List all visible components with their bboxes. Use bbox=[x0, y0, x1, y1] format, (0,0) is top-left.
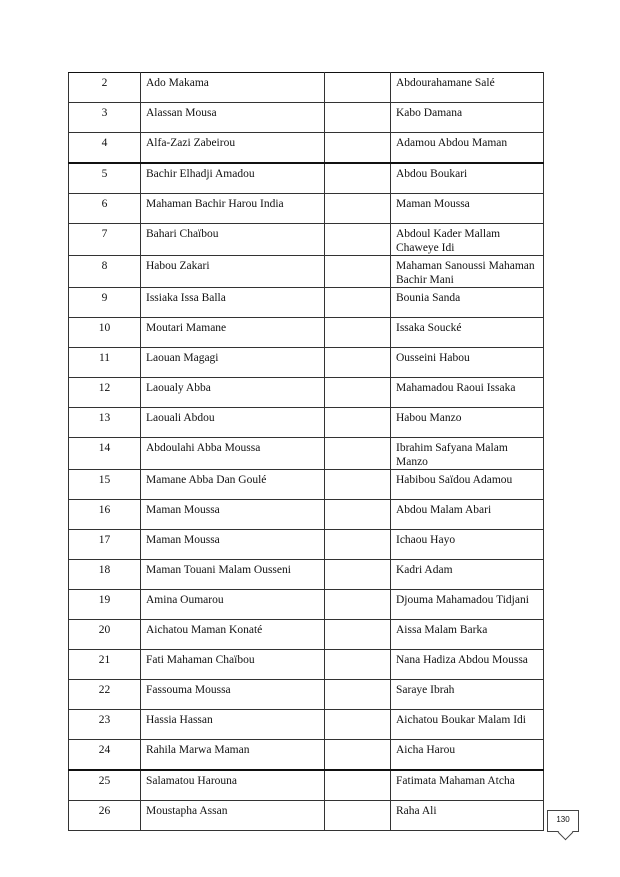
blank-cell bbox=[325, 288, 391, 318]
blank-cell bbox=[325, 470, 391, 500]
blank-cell bbox=[325, 801, 391, 831]
roster-table bbox=[68, 72, 544, 831]
table-row bbox=[69, 770, 544, 801]
counterpart-name-cell: Aichatou Boukar Malam Idi bbox=[391, 710, 544, 740]
counterpart-name-cell: Fatimata Mahaman Atcha bbox=[391, 770, 544, 801]
table-row bbox=[69, 224, 544, 256]
name-cell: Laouan Magagi bbox=[141, 348, 325, 378]
table-row bbox=[69, 560, 544, 590]
blank-cell bbox=[325, 770, 391, 801]
table-row bbox=[69, 73, 544, 103]
table-row bbox=[69, 740, 544, 771]
row-number-cell: 26 bbox=[69, 801, 141, 831]
name-cell: Alassan Mousa bbox=[141, 103, 325, 133]
row-number-cell: 11 bbox=[69, 348, 141, 378]
counterpart-name-cell: Mahaman Sanoussi Mahaman Bachir Mani bbox=[391, 256, 544, 288]
counterpart-name-cell: Ousseini Habou bbox=[391, 348, 544, 378]
name-cell: Issiaka Issa Balla bbox=[141, 288, 325, 318]
row-number-cell: 15 bbox=[69, 470, 141, 500]
counterpart-name-cell: Mahamadou Raoui Issaka bbox=[391, 378, 544, 408]
counterpart-name-cell: Habou Manzo bbox=[391, 408, 544, 438]
row-number-cell: 5 bbox=[69, 163, 141, 194]
name-cell: Fati Mahaman Chaïbou bbox=[141, 650, 325, 680]
blank-cell bbox=[325, 224, 391, 256]
name-cell: Fassouma Moussa bbox=[141, 680, 325, 710]
name-cell: Maman Moussa bbox=[141, 500, 325, 530]
counterpart-name-cell: Abdou Malam Abari bbox=[391, 500, 544, 530]
blank-cell bbox=[325, 256, 391, 288]
name-cell: Laoualy Abba bbox=[141, 378, 325, 408]
blank-cell bbox=[325, 163, 391, 194]
table-row bbox=[69, 408, 544, 438]
blank-cell bbox=[325, 560, 391, 590]
name-cell: Maman Touani Malam Ousseni bbox=[141, 560, 325, 590]
roster-body bbox=[69, 73, 544, 831]
blank-cell bbox=[325, 133, 391, 164]
counterpart-name-cell: Kadri Adam bbox=[391, 560, 544, 590]
counterpart-name-cell: Adamou Abdou Maman bbox=[391, 133, 544, 164]
row-number-cell: 13 bbox=[69, 408, 141, 438]
counterpart-name-cell: Nana Hadiza Abdou Moussa bbox=[391, 650, 544, 680]
name-cell: Moustapha Assan bbox=[141, 801, 325, 831]
row-number-cell: 8 bbox=[69, 256, 141, 288]
row-number-cell: 4 bbox=[69, 133, 141, 164]
name-cell: Bachir Elhadji Amadou bbox=[141, 163, 325, 194]
row-number-cell: 17 bbox=[69, 530, 141, 560]
counterpart-name-cell: Aissa Malam Barka bbox=[391, 620, 544, 650]
row-number-cell: 3 bbox=[69, 103, 141, 133]
name-cell: Moutari Mamane bbox=[141, 318, 325, 348]
name-cell: Alfa-Zazi Zabeirou bbox=[141, 133, 325, 164]
blank-cell bbox=[325, 530, 391, 560]
table-row bbox=[69, 438, 544, 470]
row-number-cell: 7 bbox=[69, 224, 141, 256]
counterpart-name-cell: Ibrahim Safyana Malam Manzo bbox=[391, 438, 544, 470]
counterpart-name-cell: Ichaou Hayo bbox=[391, 530, 544, 560]
page-number-tab bbox=[547, 810, 579, 832]
table-row bbox=[69, 650, 544, 680]
row-number-cell: 21 bbox=[69, 650, 141, 680]
blank-cell bbox=[325, 73, 391, 103]
table-row bbox=[69, 103, 544, 133]
table-row bbox=[69, 378, 544, 408]
table-row bbox=[69, 256, 544, 288]
row-number-cell: 24 bbox=[69, 740, 141, 771]
blank-cell bbox=[325, 378, 391, 408]
name-cell: Mahaman Bachir Harou India bbox=[141, 194, 325, 224]
counterpart-name-cell: Saraye Ibrah bbox=[391, 680, 544, 710]
row-number-cell: 2 bbox=[69, 73, 141, 103]
blank-cell bbox=[325, 620, 391, 650]
name-cell: Maman Moussa bbox=[141, 530, 325, 560]
counterpart-name-cell: Abdourahamane Salé bbox=[391, 73, 544, 103]
row-number-cell: 18 bbox=[69, 560, 141, 590]
blank-cell bbox=[325, 318, 391, 348]
counterpart-name-cell: Abdoul Kader Mallam Chaweye Idi bbox=[391, 224, 544, 256]
name-cell: Ado Makama bbox=[141, 73, 325, 103]
row-number-cell: 25 bbox=[69, 770, 141, 801]
blank-cell bbox=[325, 194, 391, 224]
row-number-cell: 6 bbox=[69, 194, 141, 224]
name-cell: Hassia Hassan bbox=[141, 710, 325, 740]
table-row bbox=[69, 163, 544, 194]
table-row bbox=[69, 500, 544, 530]
table-row bbox=[69, 318, 544, 348]
blank-cell bbox=[325, 103, 391, 133]
name-cell: Habou Zakari bbox=[141, 256, 325, 288]
name-cell: Mamane Abba Dan Goulé bbox=[141, 470, 325, 500]
row-number-cell: 22 bbox=[69, 680, 141, 710]
table-row bbox=[69, 710, 544, 740]
counterpart-name-cell: Abdou Boukari bbox=[391, 163, 544, 194]
blank-cell bbox=[325, 408, 391, 438]
counterpart-name-cell: Raha Ali bbox=[391, 801, 544, 831]
name-cell: Rahila Marwa Maman bbox=[141, 740, 325, 771]
row-number-cell: 19 bbox=[69, 590, 141, 620]
blank-cell bbox=[325, 500, 391, 530]
row-number-cell: 20 bbox=[69, 620, 141, 650]
counterpart-name-cell: Djouma Mahamadou Tidjani bbox=[391, 590, 544, 620]
table-row bbox=[69, 530, 544, 560]
page-number: 130 bbox=[556, 815, 570, 824]
name-cell: Aichatou Maman Konaté bbox=[141, 620, 325, 650]
name-cell: Laouali Abdou bbox=[141, 408, 325, 438]
table-row bbox=[69, 801, 544, 831]
row-number-cell: 14 bbox=[69, 438, 141, 470]
row-number-cell: 23 bbox=[69, 710, 141, 740]
row-number-cell: 16 bbox=[69, 500, 141, 530]
table-row bbox=[69, 470, 544, 500]
table-row bbox=[69, 620, 544, 650]
counterpart-name-cell: Kabo Damana bbox=[391, 103, 544, 133]
name-cell: Salamatou Harouna bbox=[141, 770, 325, 801]
table-row bbox=[69, 194, 544, 224]
blank-cell bbox=[325, 438, 391, 470]
counterpart-name-cell: Habibou Saïdou Adamou bbox=[391, 470, 544, 500]
counterpart-name-cell: Maman Moussa bbox=[391, 194, 544, 224]
table-row bbox=[69, 680, 544, 710]
blank-cell bbox=[325, 348, 391, 378]
table-row bbox=[69, 348, 544, 378]
blank-cell bbox=[325, 710, 391, 740]
row-number-cell: 12 bbox=[69, 378, 141, 408]
counterpart-name-cell: Bounia Sanda bbox=[391, 288, 544, 318]
row-number-cell: 10 bbox=[69, 318, 141, 348]
table-row bbox=[69, 288, 544, 318]
blank-cell bbox=[325, 590, 391, 620]
row-number-cell: 9 bbox=[69, 288, 141, 318]
name-cell: Bahari Chaïbou bbox=[141, 224, 325, 256]
blank-cell bbox=[325, 740, 391, 771]
blank-cell bbox=[325, 650, 391, 680]
counterpart-name-cell: Issaka Soucké bbox=[391, 318, 544, 348]
table-row bbox=[69, 133, 544, 164]
blank-cell bbox=[325, 680, 391, 710]
table-row bbox=[69, 590, 544, 620]
counterpart-name-cell: Aicha Harou bbox=[391, 740, 544, 771]
name-cell: Amina Oumarou bbox=[141, 590, 325, 620]
name-cell: Abdoulahi Abba Moussa bbox=[141, 438, 325, 470]
